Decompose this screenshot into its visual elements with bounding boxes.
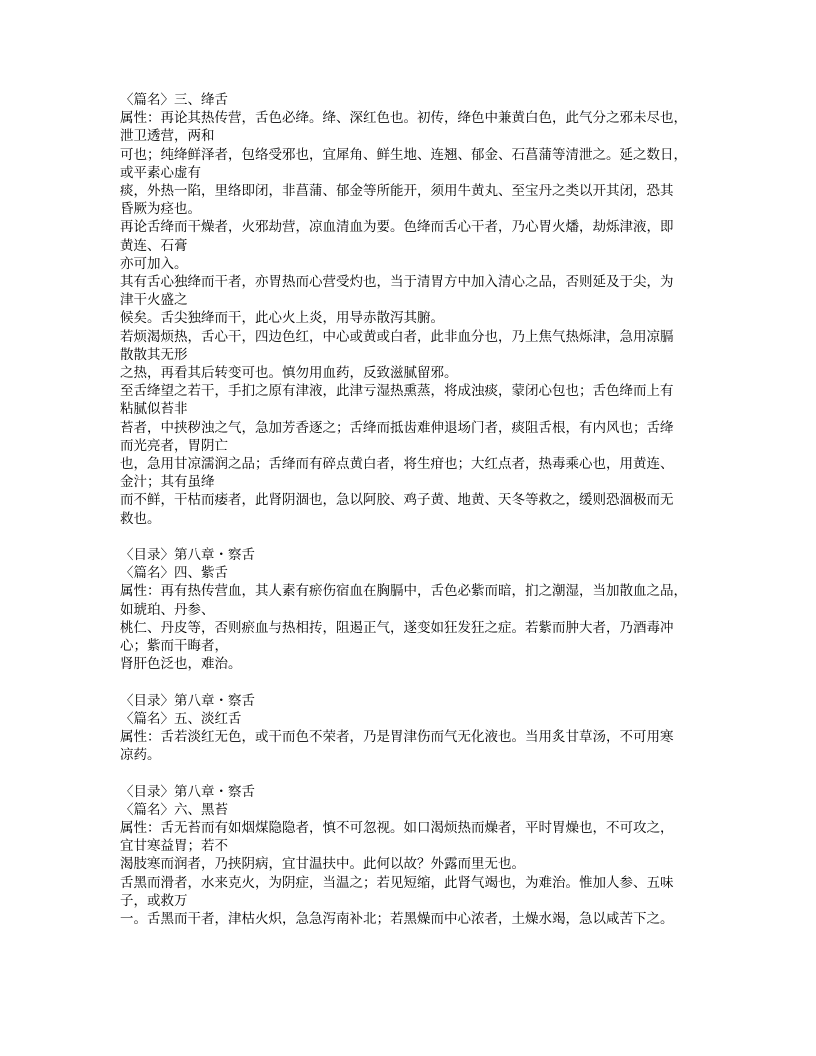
text-line: 至舌绛望之若干，手扪之原有津液，此津亏湿热熏蒸，将成浊痰，蒙闭心包也；舌色绛而上有 bbox=[120, 383, 674, 400]
text-line: 肾肝色泛也，难治。 bbox=[120, 656, 242, 673]
section-pale-red-tongue bbox=[120, 692, 698, 765]
text-line: 散散其无形 bbox=[120, 346, 188, 363]
text-line: 子，或救万 bbox=[120, 892, 188, 909]
catalog-heading: 〈目录〉第八章・察舌 bbox=[120, 783, 255, 800]
text-line: 一。舌黑而干者，津枯火炽，急急泻南补北；若黑燥而中心浓者，土燥水竭，急以咸苦下之。 bbox=[120, 911, 674, 928]
text-line: 而光亮者，胃阴亡 bbox=[120, 437, 228, 454]
text-line: 痰，外热一陷，里络即闭，非菖蒲、郁金等所能开，须用牛黄丸、至宝丹之类以开其闭，恐其 bbox=[120, 183, 674, 200]
text-line: 救也。 bbox=[120, 510, 161, 527]
text-line: 苔者，中挟秽浊之气，急加芳香逐之；舌绛而抵齿难伸退场门者，痰阻舌根，有内风也；舌绛 bbox=[120, 419, 674, 436]
text-line: 属性：再有热传营血，其人素有瘀伤宿血在胸膈中，舌色必紫而暗，扪之潮湿，当加散血之品， bbox=[120, 583, 687, 600]
blank-line bbox=[120, 673, 698, 691]
blank-line bbox=[120, 764, 698, 782]
text-line: 桃仁、丹皮等，否则瘀血与热相抟，阻遏正气，遂变如狂发狂之症。若紫而肿大者，乃酒毒冲 bbox=[120, 619, 674, 636]
section-title: 〈篇名〉三、绛舌 bbox=[120, 92, 228, 108]
text-line: 宜甘寒益胃；若不 bbox=[120, 838, 228, 855]
text-line: 其有舌心独绛而干者，亦胃热而心营受灼也，当于清胃方中加入清心之品，否则延及于尖，为 bbox=[120, 274, 674, 291]
text-line: 属性：再论其热传营，舌色必绛。绛、深红色也。初传，绛色中兼黄白色，此气分之邪未尽也， bbox=[120, 110, 687, 127]
text-line: 心；紫而干晦者， bbox=[120, 638, 228, 655]
text-line: 昏厥为痉也。 bbox=[120, 201, 201, 218]
section-black-coating bbox=[120, 783, 698, 929]
section-purple-tongue bbox=[120, 546, 698, 673]
section-title: 〈篇名〉六、黑苔 bbox=[120, 801, 228, 818]
text-line: 渴肢寒而润者，乃挟阴病，宜甘温扶中。此何以故？外露而里无也。 bbox=[120, 856, 525, 873]
document-page bbox=[120, 91, 698, 928]
text-line: 之热，再看其后转变可也。慎勿用血药，反致滋腻留邪。 bbox=[120, 365, 458, 382]
blank-line bbox=[120, 528, 698, 546]
text-line: 如琥珀、丹参、 bbox=[120, 601, 215, 618]
text-line: 属性：舌若淡红无色，或干而色不荣者，乃是胃津伤而气无化液也。当用炙甘草汤，不可用寒 bbox=[120, 729, 674, 746]
text-line: 而不鲜，干枯而痿者，此肾阴涸也，急以阿胶、鸡子黄、地黄、天冬等救之，缓则恐涸极而无 bbox=[120, 492, 674, 509]
catalog-heading: 〈目录〉第八章・察舌 bbox=[120, 547, 255, 564]
catalog-heading: 〈目录〉第八章・察舌 bbox=[120, 692, 255, 709]
text-line: 或平素心虚有 bbox=[120, 164, 201, 181]
text-line: 若烦渴烦热，舌心干，四边色红，中心或黄或白者，此非血分也，乃上焦气热烁津，急用凉膈 bbox=[120, 328, 674, 345]
text-line: 舌黑而滑者，水来克火，为阴症，当温之；若见短缩，此肾气竭也，为难治。惟加人参、五味 bbox=[120, 874, 674, 891]
text-line: 凉药。 bbox=[120, 747, 161, 764]
text-line: 金汁；其有虽绛 bbox=[120, 474, 215, 491]
text-line: 也，急用甘凉濡润之品；舌绛而有碎点黄白者，将生疳也；大红点者，热毒乘心也，用黄连、 bbox=[120, 456, 674, 473]
text-line: 属性：舌无苔而有如烟煤隐隐者，慎不可忽视。如口渴烦热而燥者，平时胃燥也，不可攻之， bbox=[120, 820, 674, 837]
text-line: 候矣。舌尖独绛而干，此心火上炎，用导赤散泻其腑。 bbox=[120, 310, 444, 327]
text-line: 粘腻似苔非 bbox=[120, 401, 188, 418]
text-line: 再论舌绛而干燥者，火邪劫营，凉血清血为要。色绛而舌心干者，乃心胃火燔，劫烁津液，即 bbox=[120, 219, 674, 236]
section-title: 〈篇名〉四、紫舌 bbox=[120, 565, 228, 582]
text-line: 亦可加入。 bbox=[120, 255, 188, 272]
text-line: 可也；纯绛鲜泽者，包络受邪也，宜犀角、鲜生地、连翘、郁金、石菖蒲等清泄之。延之数日， bbox=[120, 146, 687, 163]
text-line: 泄卫透营，两和 bbox=[120, 128, 215, 145]
text-line: 黄连、石膏 bbox=[120, 237, 188, 254]
text-line: 津干火盛之 bbox=[120, 292, 188, 309]
section-jiang-tongue bbox=[120, 91, 698, 528]
section-title: 〈篇名〉五、淡红舌 bbox=[120, 710, 242, 727]
